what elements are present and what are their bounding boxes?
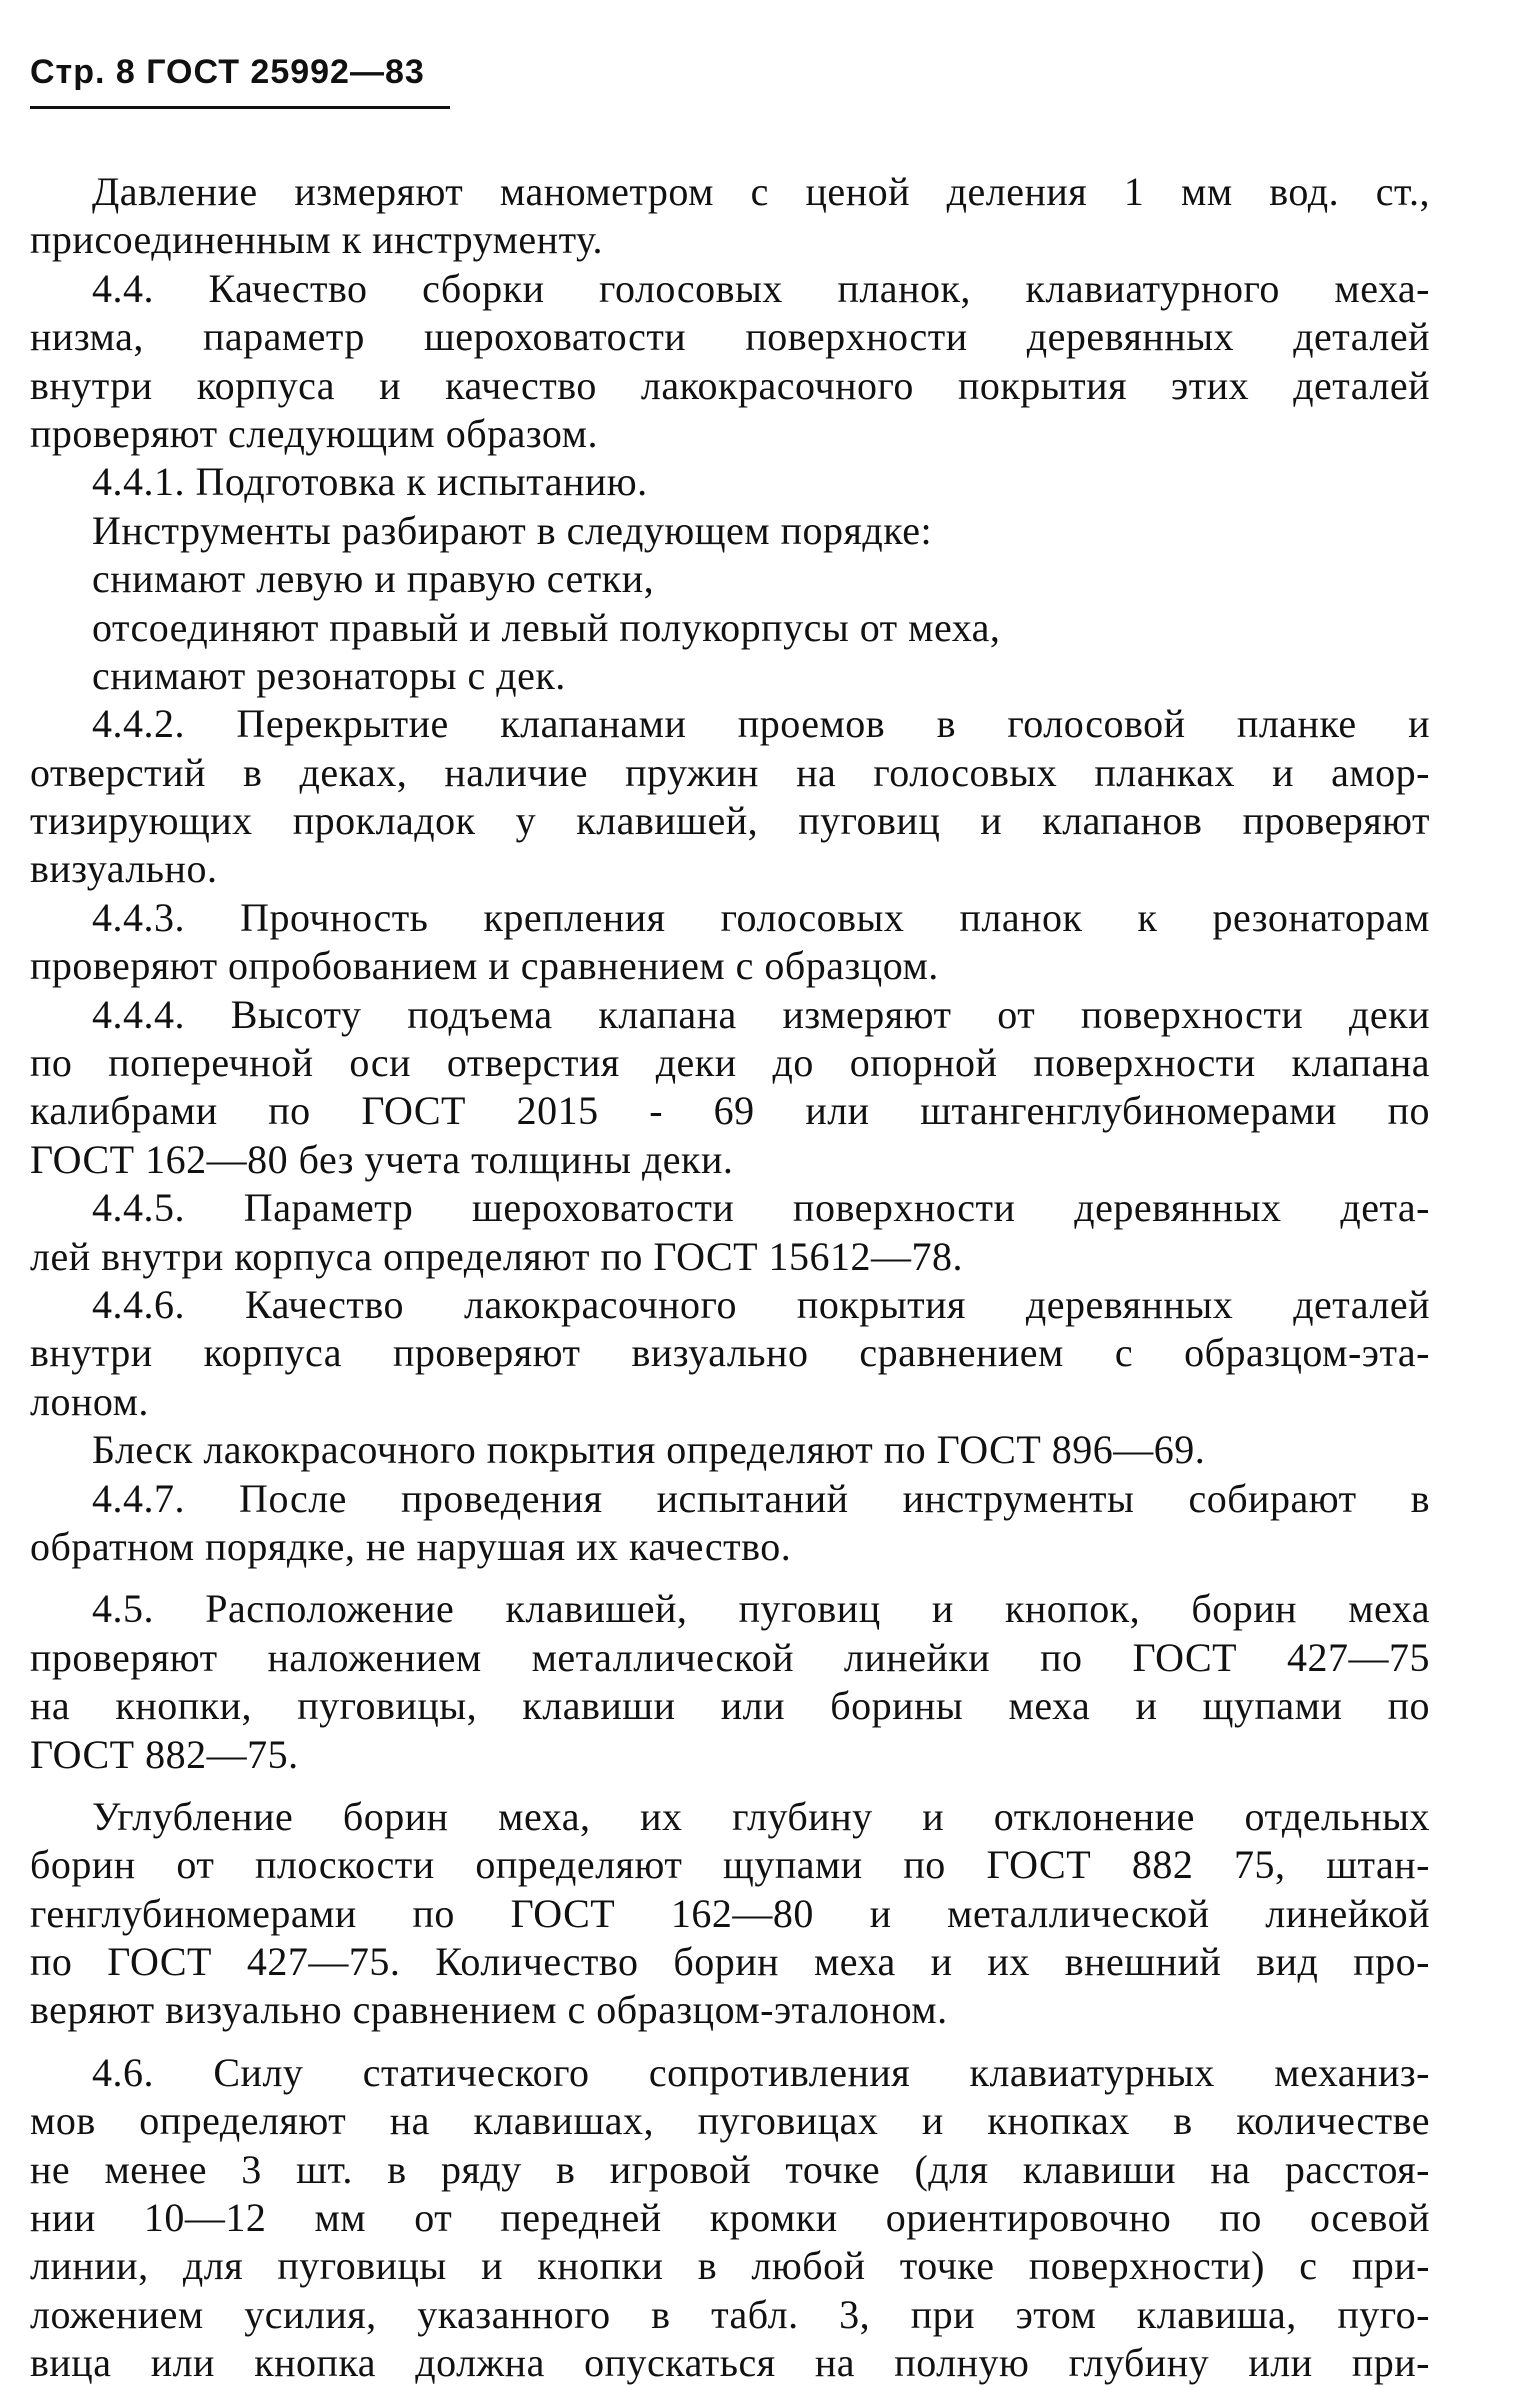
text-line: 4.4.4. Высоту подъема клапана измеряют от поверхности деки [92, 991, 1430, 1037]
text-line: борин от плоскости определяют щупами по ГОСТ 882 75, штан- [30, 1842, 1430, 1888]
text-line: обратном порядке, не нарушая их качество. [30, 1523, 792, 1569]
header-rule [30, 106, 450, 109]
text-line: мов определяют на клавишах, пуговицах и кнопках в количестве [30, 2098, 1430, 2144]
page-header: Стр. 8 ГОСТ 25992—83 [30, 53, 425, 91]
text-line: нии 10—12 мм от передней кромки ориентировочно по осевой [30, 2195, 1430, 2241]
text-line: на кнопки, пуговицы, клавиши или борины меха и щупами по [30, 1683, 1430, 1729]
text-line: Инструменты разбирают в следующем порядке: [92, 507, 933, 553]
body-text [30, 168, 1430, 2388]
text-line: отсоединяют правый и левый полукорпусы от меха, [92, 604, 1001, 650]
text-line: 4.5. Расположение клавишей, пуговиц и кнопок, борин меха [92, 1586, 1430, 1632]
text-line: ложением усилия, указанного в табл. 3, при этом клавиша, пуго- [30, 2291, 1430, 2337]
text-line: тизирующих прокладок у клавишей, пуговиц и клапанов проверяют [30, 798, 1430, 844]
text-line: лей внутри корпуса определяют по ГОСТ 15612—78. [30, 1233, 964, 1279]
text-line: низма, параметр шероховатости поверхности деревянных деталей [30, 314, 1430, 360]
text-line: внутри корпуса и качество лакокрасочного покрытия этих деталей [30, 362, 1430, 408]
text-line: 4.6. Силу статического сопротивления клавиатурных механиз- [92, 2049, 1430, 2095]
text-line: 4.4.3. Прочность крепления голосовых планок к резонаторам [92, 894, 1430, 940]
text-line: Блеск лакокрасочного покрытия определяют по ГОСТ 896—69. [92, 1427, 1206, 1473]
text-line: Давление измеряют манометром с ценой деления 1 мм вод. ст., [92, 169, 1430, 214]
text-line: по поперечной оси отверстия деки до опорной поверхности клапана [30, 1040, 1430, 1086]
text-line: 4.4.6. Качество лакокрасочного покрытия деревянных деталей [92, 1281, 1430, 1327]
text-line: внутри корпуса проверяют визуально сравнением с образцом-эта- [30, 1330, 1430, 1376]
text-line: линии, для пуговицы и кнопки в любой точке поверхности) с при- [30, 2243, 1430, 2289]
text-line: 4.4.5. Параметр шероховатости поверхности деревянных дета- [92, 1185, 1430, 1231]
text-line: генглубиномерами по ГОСТ 162—80 и металлической линейкой [30, 1890, 1430, 1936]
text-line: ГОСТ 162—80 без учета толщины деки. [30, 1136, 734, 1182]
text-line: отверстий в деках, наличие пружин на голосовых планках и амор- [30, 749, 1430, 795]
text-line: лоном. [30, 1378, 149, 1424]
text-line: Углубление борин меха, их глубину и отклонение отдельных [92, 1793, 1430, 1839]
text-line: снимают резонаторы с дек. [92, 652, 566, 698]
text-line: 4.4.7. После проведения испытаний инструменты собирают в [92, 1475, 1430, 1521]
text-line: визуально. [30, 846, 218, 892]
text-line: 4.4.1. Подготовка к испытанию. [92, 459, 648, 505]
text-line: проверяют опробованием и сравнением с образцом. [30, 943, 939, 989]
text-line: по ГОСТ 427—75. Количество борин меха и их внешний вид про- [30, 1939, 1430, 1985]
text-line: проверяют наложением металлической линейки по ГОСТ 427—75 [30, 1634, 1430, 1680]
text-line: калибрами по ГОСТ 2015 - 69 или штангенглубиномерами по [30, 1088, 1430, 1134]
text-line: 4.4. Качество сборки голосовых планок, клавиатурного меха- [92, 265, 1430, 311]
text-line: не менее 3 шт. в ряду в игровой точке (для клавиши на расстоя- [30, 2146, 1430, 2192]
text-line: ГОСТ 882—75. [30, 1731, 299, 1777]
text-line: проверяют следующим образом. [30, 410, 598, 456]
text-line: веряют визуально сравнением с образцом-эталоном. [30, 1987, 948, 2033]
text-line: 4.4.2. Перекрытие клапанами проемов в голосовой планке и [92, 701, 1430, 747]
text-line: вица или кнопка должна опускаться на полную глубину или при- [30, 2340, 1430, 2386]
text-line: присоединенным к инструменту. [30, 217, 604, 263]
text-line: снимают левую и правую сетки, [92, 556, 655, 602]
